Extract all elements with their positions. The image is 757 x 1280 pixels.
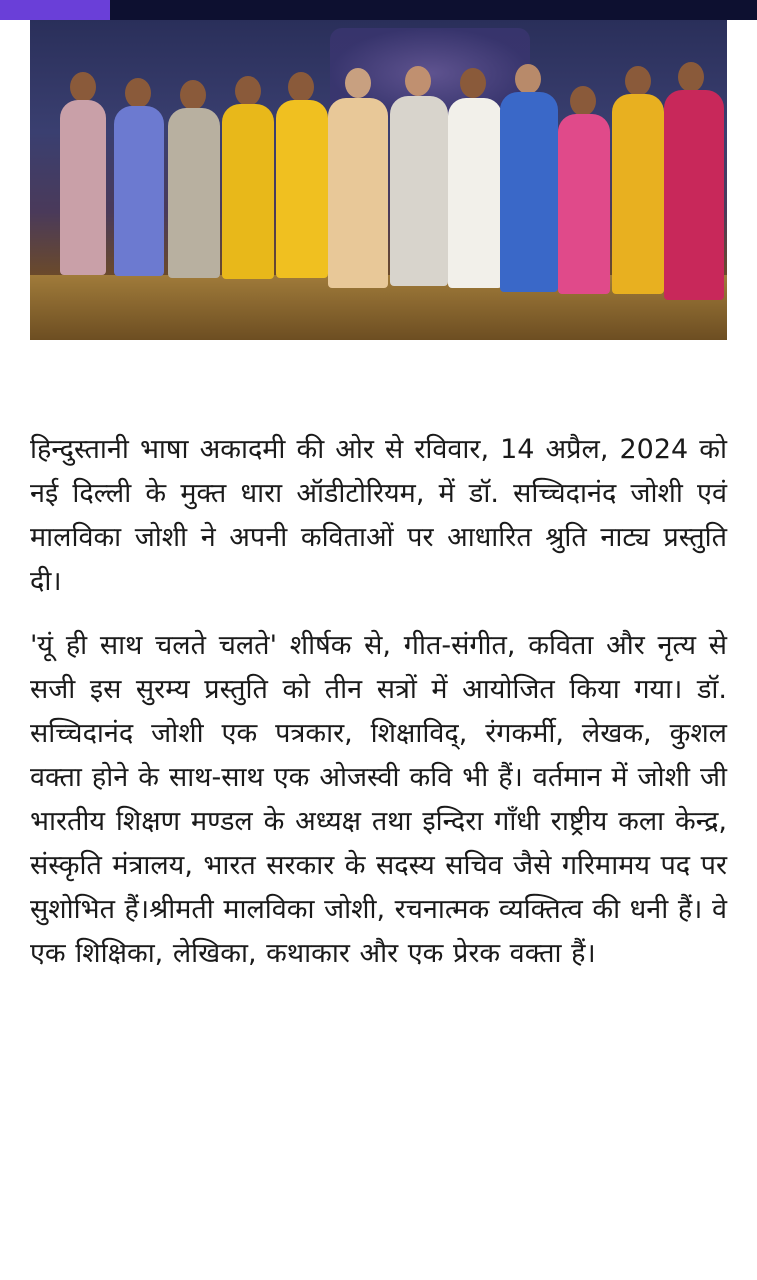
top-bar-accent: [0, 0, 110, 20]
person: [114, 106, 164, 276]
person: [558, 114, 610, 294]
top-status-bar: [0, 0, 757, 20]
person: [390, 96, 448, 286]
article-paragraph-1: हिन्दुस्तानी भाषा अकादमी की ओर से रविवार, 14 अप्रैल, 2024 को नई दिल्ली के मुक्त धारा ऑडीटोरियम, में डॉ. सच्चिदानंद जोशी एवं मालविका जोशी ने अपनी कविताओं पर आधारित श्रुति नाट्य प्रस्तुति दी।: [30, 434, 727, 597]
person: [222, 104, 274, 279]
person: [612, 94, 664, 294]
person: [328, 98, 388, 288]
person-head: [125, 78, 151, 108]
article-body: [30, 428, 727, 976]
person: [276, 100, 328, 278]
person: [664, 90, 724, 300]
person: [60, 100, 106, 275]
person-head: [345, 68, 371, 98]
person-head: [405, 66, 431, 96]
person: [448, 98, 502, 288]
person-head: [625, 66, 651, 96]
person: [168, 108, 220, 278]
person-head: [70, 72, 96, 102]
person-head: [678, 62, 704, 92]
person: [500, 92, 558, 292]
article-paragraph-2: 'यूं ही साथ चलते चलते' शीर्षक से, गीत-संगीत, कविता और नृत्य से सजी इस सुरम्य प्रस्तुति को तीन सत्रों में आयोजित किया गया। डॉ. सच्चिदानंद जोशी एक पत्रकार, शिक्षाविद्, रंगकर्मी, लेखक, कुशल वक्ता होने के साथ-साथ एक ओजस्वी कवि भी हैं। वर्तमान में जोशी जी भारतीय शिक्षण मण्डल के अध्यक्ष तथा इन्दिरा गाँधी राष्ट्रीय कला केन्द्र, संस्कृति मंत्रालय, भारत सरकार के सदस्य सचिव जैसे गरिमामय पद पर सुशोभित हैं।श्रीमती मालविका जोशी, रचनात्मक व्यक्तित्व की धनी हैं। वे एक शिक्षिका, लेखिका, कथाकार और एक प्रेरक वक्ता हैं।: [30, 630, 728, 969]
person-head: [460, 68, 486, 98]
group-photo[interactable]: [30, 20, 727, 340]
person-head: [235, 76, 261, 106]
person-head: [180, 80, 206, 110]
person-head: [288, 72, 314, 102]
person-head: [570, 86, 596, 116]
person-head: [515, 64, 541, 94]
